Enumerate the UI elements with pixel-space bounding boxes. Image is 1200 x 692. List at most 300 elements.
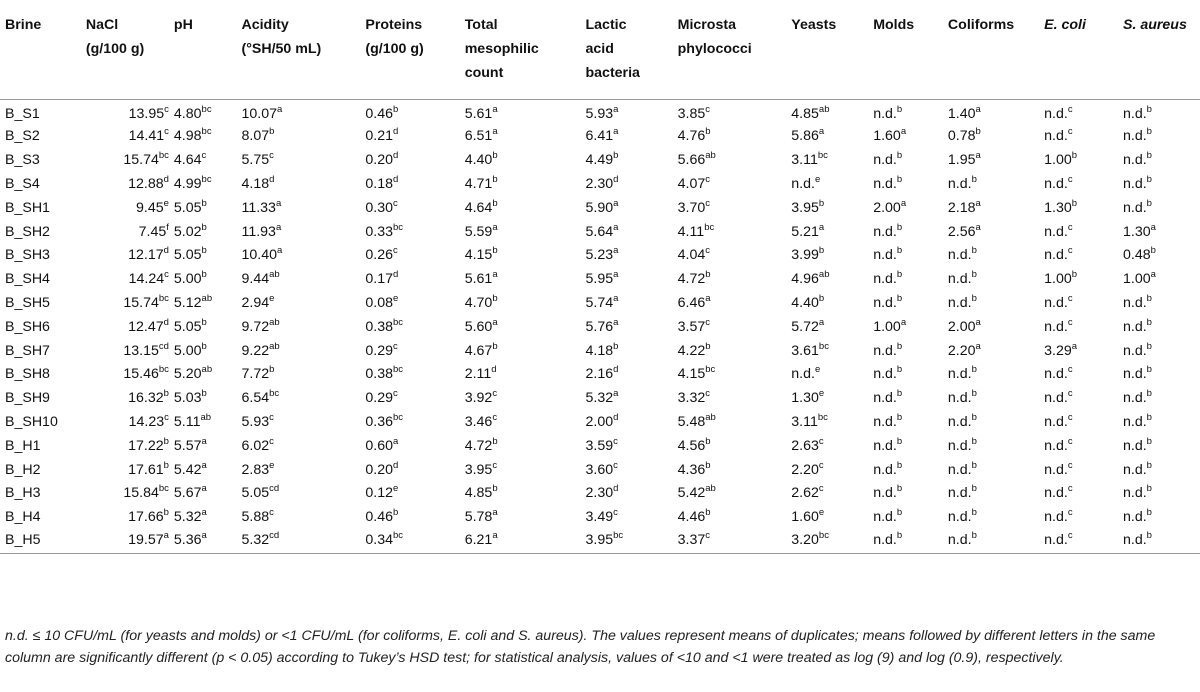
cell-micro	[673, 434, 787, 458]
significance-letter: b	[492, 150, 498, 162]
cell-value: n.d.	[873, 532, 897, 549]
cell-value: 4.72	[677, 271, 706, 288]
significance-letter: c	[1067, 126, 1073, 138]
significance-letter: ab	[705, 150, 716, 162]
cell-proteins	[360, 220, 459, 244]
significance-letter: b	[896, 221, 903, 233]
cell-ecoli	[1039, 125, 1118, 149]
significance-letter: b	[613, 340, 619, 352]
significance-letter: b	[1071, 197, 1078, 209]
cell-lab	[581, 315, 673, 339]
cell-value: 0.21	[365, 128, 393, 145]
cell-tmc	[460, 196, 581, 220]
significance-letter: cd	[269, 483, 280, 495]
significance-letter: bc	[201, 173, 212, 185]
cell-lab	[581, 172, 673, 196]
column-header-tmc	[460, 6, 581, 99]
cell-brine	[0, 125, 81, 149]
cell-value: 0.08	[365, 294, 393, 311]
cell-ph	[169, 339, 237, 363]
cell-value: 15.74	[123, 152, 159, 169]
column-header-saureus	[1118, 6, 1200, 99]
cell-saureus	[1118, 196, 1200, 220]
cell-ph	[169, 196, 237, 220]
cell-value: 3.29	[1044, 342, 1072, 359]
cell-ph	[169, 291, 237, 315]
cell-value: B_H3	[5, 485, 41, 502]
significance-letter: b	[163, 388, 169, 400]
cell-value: n.d.	[947, 247, 972, 264]
significance-letter: b	[971, 411, 977, 423]
cell-ecoli	[1039, 410, 1118, 434]
cell-value: 3.37	[677, 532, 706, 549]
cell-yeasts	[786, 220, 868, 244]
cell-ecoli	[1039, 267, 1118, 291]
cell-value: 4.99	[173, 175, 202, 192]
column-header-line: mesophilic	[464, 41, 539, 57]
cell-ph	[169, 505, 237, 529]
cell-value: 9.45	[136, 199, 164, 216]
cell-yeasts	[786, 386, 868, 410]
significance-letter: b	[201, 197, 207, 209]
significance-letter: b	[896, 507, 903, 519]
cell-value: 14.41	[128, 128, 165, 145]
cell-coliforms	[943, 220, 1039, 244]
significance-letter: c	[269, 411, 274, 423]
cell-value: 7.45	[138, 223, 167, 240]
cell-value: 4.72	[464, 437, 493, 454]
cell-value: n.d.	[873, 223, 897, 240]
cell-lab	[581, 291, 673, 315]
cell-ph	[169, 386, 237, 410]
cell-nacl	[81, 434, 169, 458]
cell-acidity	[236, 339, 360, 363]
cell-lab	[581, 196, 673, 220]
cell-value: 4.71	[464, 175, 493, 192]
cell-saureus	[1118, 125, 1200, 149]
significance-letter: d	[393, 173, 399, 185]
cell-value: 5.95	[585, 271, 614, 288]
cell-molds	[868, 220, 943, 244]
significance-letter: b	[1071, 269, 1078, 281]
cell-value: 19.57	[128, 532, 164, 549]
cell-value: 3.95	[791, 199, 819, 216]
cell-brine	[0, 196, 81, 220]
cell-molds	[868, 410, 943, 434]
significance-letter: c	[201, 150, 207, 162]
cell-value: n.d.	[1122, 485, 1147, 502]
column-header-line: Total	[464, 17, 498, 33]
cell-yeasts	[786, 196, 868, 220]
header-row	[0, 6, 1200, 99]
significance-letter: bc	[393, 316, 404, 328]
cell-coliforms	[943, 99, 1039, 125]
cell-value: 0.30	[365, 199, 393, 216]
cell-value: 3.85	[677, 105, 706, 122]
cell-coliforms	[943, 362, 1039, 386]
cell-value: 2.62	[791, 485, 819, 502]
cell-value: 3.99	[791, 247, 819, 264]
cell-nacl	[81, 196, 169, 220]
cell-value: 4.49	[585, 152, 614, 169]
column-header-ecoli	[1039, 6, 1118, 99]
cell-value: n.d.	[1044, 247, 1068, 264]
significance-letter: b	[971, 173, 977, 185]
cell-ph	[169, 410, 237, 434]
cell-ph	[169, 172, 237, 196]
cell-value: 17.66	[128, 509, 164, 526]
column-header-coliforms	[943, 6, 1039, 99]
table-row	[0, 267, 1200, 291]
cell-value: 2.20	[947, 342, 976, 359]
cell-value: 1.60	[873, 128, 901, 145]
cell-value: n.d.	[1044, 509, 1068, 526]
cell-acidity	[236, 291, 360, 315]
cell-value: B_S2	[5, 128, 40, 145]
significance-letter: b	[896, 269, 903, 281]
cell-value: 2.00	[947, 318, 976, 335]
cell-value: 14.24	[128, 271, 165, 288]
cell-value: 0.20	[365, 152, 393, 169]
significance-letter: b	[705, 507, 711, 519]
cell-ph	[169, 315, 237, 339]
cell-value: 5.11	[173, 413, 201, 430]
significance-letter: a	[613, 269, 619, 281]
significance-letter: a	[277, 245, 283, 257]
cell-tmc	[460, 99, 581, 125]
significance-letter: c	[393, 388, 398, 400]
cell-tmc	[460, 505, 581, 529]
table-header	[0, 6, 1200, 99]
column-header-line: Brine	[5, 17, 42, 33]
cell-molds	[868, 148, 943, 172]
cell-ecoli	[1039, 291, 1118, 315]
cell-value: n.d.	[873, 366, 897, 383]
cell-nacl	[81, 99, 169, 125]
table-row	[0, 505, 1200, 529]
cell-micro	[673, 339, 787, 363]
cell-value: 5.03	[173, 390, 202, 407]
cell-coliforms	[943, 339, 1039, 363]
cell-value: 0.48	[1122, 247, 1151, 264]
significance-letter: b	[818, 245, 825, 257]
significance-letter: b	[492, 292, 498, 304]
cell-yeasts	[786, 125, 868, 149]
significance-letter: a	[613, 388, 619, 400]
column-header-molds	[868, 6, 943, 99]
cell-value: B_H4	[5, 509, 41, 526]
cell-acidity	[236, 481, 360, 505]
cell-lab	[581, 267, 673, 291]
significance-letter: b	[1146, 530, 1152, 542]
cell-value: 4.07	[677, 175, 706, 192]
cell-value: 8.07	[241, 128, 270, 145]
cell-brine	[0, 434, 81, 458]
cell-value: 5.67	[173, 485, 202, 502]
cell-value: 0.29	[365, 342, 393, 359]
cell-value: 4.04	[677, 247, 706, 264]
cell-lab	[581, 99, 673, 125]
significance-letter: b	[492, 245, 498, 257]
significance-letter: b	[163, 507, 169, 519]
significance-letter: d	[393, 459, 399, 471]
column-header-line: NaCl	[85, 17, 119, 33]
significance-letter: bc	[818, 340, 829, 352]
significance-letter: a	[492, 126, 498, 138]
significance-letter: c	[1067, 364, 1073, 376]
significance-letter: c	[818, 483, 824, 495]
cell-value: n.d.	[873, 390, 897, 407]
significance-letter: b	[269, 364, 275, 376]
cell-value: 1.60	[791, 509, 819, 526]
significance-letter: a	[818, 126, 825, 138]
cell-nacl	[81, 315, 169, 339]
significance-letter: b	[896, 364, 903, 376]
significance-letter: a	[163, 530, 169, 542]
cell-lab	[581, 458, 673, 482]
cell-value: 5.21	[791, 223, 819, 240]
cell-molds	[868, 481, 943, 505]
significance-letter: c	[269, 435, 274, 447]
significance-letter: a	[201, 435, 207, 447]
cell-value: 5.00	[173, 342, 202, 359]
significance-letter: b	[705, 269, 711, 281]
cell-value: 3.49	[585, 509, 614, 526]
cell-molds	[868, 458, 943, 482]
cell-coliforms	[943, 386, 1039, 410]
table-row	[0, 196, 1200, 220]
significance-letter: b	[971, 507, 977, 519]
cell-value: 0.12	[365, 485, 393, 502]
significance-letter: ab	[200, 411, 212, 423]
cell-yeasts	[786, 434, 868, 458]
significance-letter: b	[971, 388, 977, 400]
cell-value: 5.20	[173, 366, 202, 383]
cell-tmc	[460, 172, 581, 196]
significance-letter: c	[705, 103, 711, 115]
cell-acidity	[236, 505, 360, 529]
cell-value: 3.60	[585, 461, 614, 478]
significance-letter: b	[971, 459, 977, 471]
cell-proteins	[360, 434, 459, 458]
cell-value: n.d.	[1044, 461, 1068, 478]
significance-letter: f	[166, 221, 169, 233]
column-header-nacl	[81, 6, 169, 99]
cell-value: B_H1	[5, 437, 41, 454]
column-header-line: phylococci	[677, 41, 752, 57]
cell-value: n.d.	[1122, 437, 1147, 454]
cell-proteins	[360, 172, 459, 196]
cell-value: 5.23	[585, 247, 614, 264]
cell-acidity	[236, 434, 360, 458]
cell-lab	[581, 243, 673, 267]
column-header-line: Microsta	[677, 17, 736, 33]
cell-proteins	[360, 125, 459, 149]
significance-letter: b	[1146, 459, 1152, 471]
significance-letter: c	[393, 245, 398, 257]
cell-value: n.d.	[1044, 175, 1068, 192]
cell-coliforms	[943, 410, 1039, 434]
cell-value: 5.12	[173, 294, 202, 311]
significance-letter: b	[971, 483, 977, 495]
significance-letter: b	[896, 150, 903, 162]
cell-value: 1.00	[1044, 271, 1072, 288]
significance-letter: bc	[704, 221, 715, 233]
cell-lab	[581, 505, 673, 529]
significance-letter: c	[705, 245, 711, 257]
cell-value: 16.32	[128, 390, 164, 407]
cell-value: 4.18	[585, 342, 614, 359]
cell-value: 3.57	[677, 318, 706, 335]
column-header-acidity	[236, 6, 360, 99]
cell-proteins	[360, 99, 459, 125]
cell-tmc	[460, 481, 581, 505]
cell-nacl	[81, 505, 169, 529]
cell-acidity	[236, 410, 360, 434]
cell-coliforms	[943, 243, 1039, 267]
cell-yeasts	[786, 529, 868, 554]
cell-molds	[868, 243, 943, 267]
cell-value: 3.11	[791, 152, 818, 169]
significance-letter: b	[201, 316, 207, 328]
column-header-line: Yeasts	[791, 17, 837, 33]
cell-value: 1.00	[1122, 271, 1151, 288]
significance-letter: d	[393, 269, 399, 281]
cell-nacl	[81, 339, 169, 363]
cell-ph	[169, 267, 237, 291]
significance-letter: a	[975, 103, 981, 115]
cell-value: 2.18	[947, 199, 976, 216]
cell-yeasts	[786, 243, 868, 267]
cell-saureus	[1118, 291, 1200, 315]
cell-value: n.d.	[1122, 105, 1147, 122]
significance-letter: b	[896, 388, 903, 400]
cell-value: n.d.	[947, 532, 972, 549]
cell-value: n.d.	[1044, 294, 1068, 311]
cell-value: n.d.	[1122, 175, 1147, 192]
cell-value: n.d.	[1122, 128, 1147, 145]
cell-value: 5.02	[173, 223, 202, 240]
significance-letter: d	[269, 173, 275, 185]
cell-ecoli	[1039, 505, 1118, 529]
significance-letter: ab	[269, 340, 280, 352]
cell-value: 5.61	[464, 271, 493, 288]
cell-value: 0.46	[365, 105, 393, 122]
column-header-line: pH	[173, 17, 193, 33]
cell-coliforms	[943, 529, 1039, 554]
cell-micro	[673, 220, 787, 244]
cell-value: 5.42	[677, 485, 706, 502]
significance-letter: d	[163, 316, 169, 328]
significance-letter: c	[1067, 103, 1073, 115]
cell-value: n.d.	[1122, 509, 1147, 526]
cell-value: 5.74	[585, 294, 614, 311]
cell-ph	[169, 220, 237, 244]
column-header-line: Molds	[873, 17, 915, 33]
cell-micro	[673, 243, 787, 267]
cell-brine	[0, 267, 81, 291]
cell-value: 2.16	[585, 366, 614, 383]
significance-letter: a	[975, 197, 981, 209]
cell-value: 5.36	[173, 532, 202, 549]
cell-micro	[673, 458, 787, 482]
cell-ecoli	[1039, 315, 1118, 339]
cell-value: 4.85	[464, 485, 493, 502]
cell-tmc	[460, 315, 581, 339]
cell-nacl	[81, 148, 169, 172]
significance-letter: a	[613, 292, 619, 304]
cell-lab	[581, 529, 673, 554]
column-header-line: acid	[585, 41, 614, 57]
cell-ecoli	[1039, 99, 1118, 125]
cell-saureus	[1118, 315, 1200, 339]
significance-letter: ab	[705, 411, 716, 423]
cell-value: 10.40	[241, 247, 277, 264]
significance-letter: e	[814, 173, 821, 185]
significance-letter: a	[613, 126, 619, 138]
cell-coliforms	[943, 315, 1039, 339]
significance-letter: b	[492, 173, 498, 185]
significance-letter: b	[1146, 126, 1152, 138]
cell-ecoli	[1039, 339, 1118, 363]
cell-value: 3.20	[791, 532, 819, 549]
cell-value: n.d.	[1122, 294, 1147, 311]
significance-letter: c	[164, 126, 169, 138]
cell-acidity	[236, 386, 360, 410]
significance-letter: bc	[393, 411, 404, 423]
significance-letter: b	[201, 245, 207, 257]
cell-acidity	[236, 315, 360, 339]
significance-letter: d	[491, 364, 497, 376]
significance-letter: bc	[158, 292, 169, 304]
cell-coliforms	[943, 458, 1039, 482]
cell-value: 3.32	[677, 390, 706, 407]
significance-letter: b	[201, 221, 207, 233]
cell-value: n.d.	[1122, 366, 1147, 383]
significance-letter: c	[1067, 435, 1073, 447]
cell-saureus	[1118, 410, 1200, 434]
significance-letter: b	[971, 530, 977, 542]
cell-value: 2.94	[241, 294, 270, 311]
cell-value: B_S4	[5, 175, 40, 192]
cell-value: 9.72	[241, 318, 270, 335]
cell-yeasts	[786, 172, 868, 196]
cell-ecoli	[1039, 196, 1118, 220]
cell-value: 11.33	[241, 199, 276, 216]
cell-saureus	[1118, 220, 1200, 244]
cell-value: 5.48	[677, 413, 706, 430]
cell-value: 5.42	[173, 461, 202, 478]
significance-letter: bc	[393, 530, 404, 542]
significance-letter: b	[896, 435, 903, 447]
cell-value: 11.93	[241, 223, 276, 240]
cell-acidity	[236, 220, 360, 244]
cell-value: n.d.	[873, 413, 897, 430]
significance-letter: a	[277, 103, 283, 115]
cell-nacl	[81, 362, 169, 386]
significance-letter: b	[1146, 292, 1152, 304]
significance-letter: c	[613, 459, 618, 471]
cell-value: 7.72	[241, 366, 270, 383]
cell-molds	[868, 172, 943, 196]
cell-ph	[169, 148, 237, 172]
column-header-line: Proteins	[365, 17, 423, 33]
significance-letter: b	[896, 292, 903, 304]
significance-letter: b	[896, 483, 903, 495]
cell-value: 13.15	[123, 342, 159, 359]
significance-letter: c	[164, 103, 169, 115]
significance-letter: a	[492, 316, 498, 328]
